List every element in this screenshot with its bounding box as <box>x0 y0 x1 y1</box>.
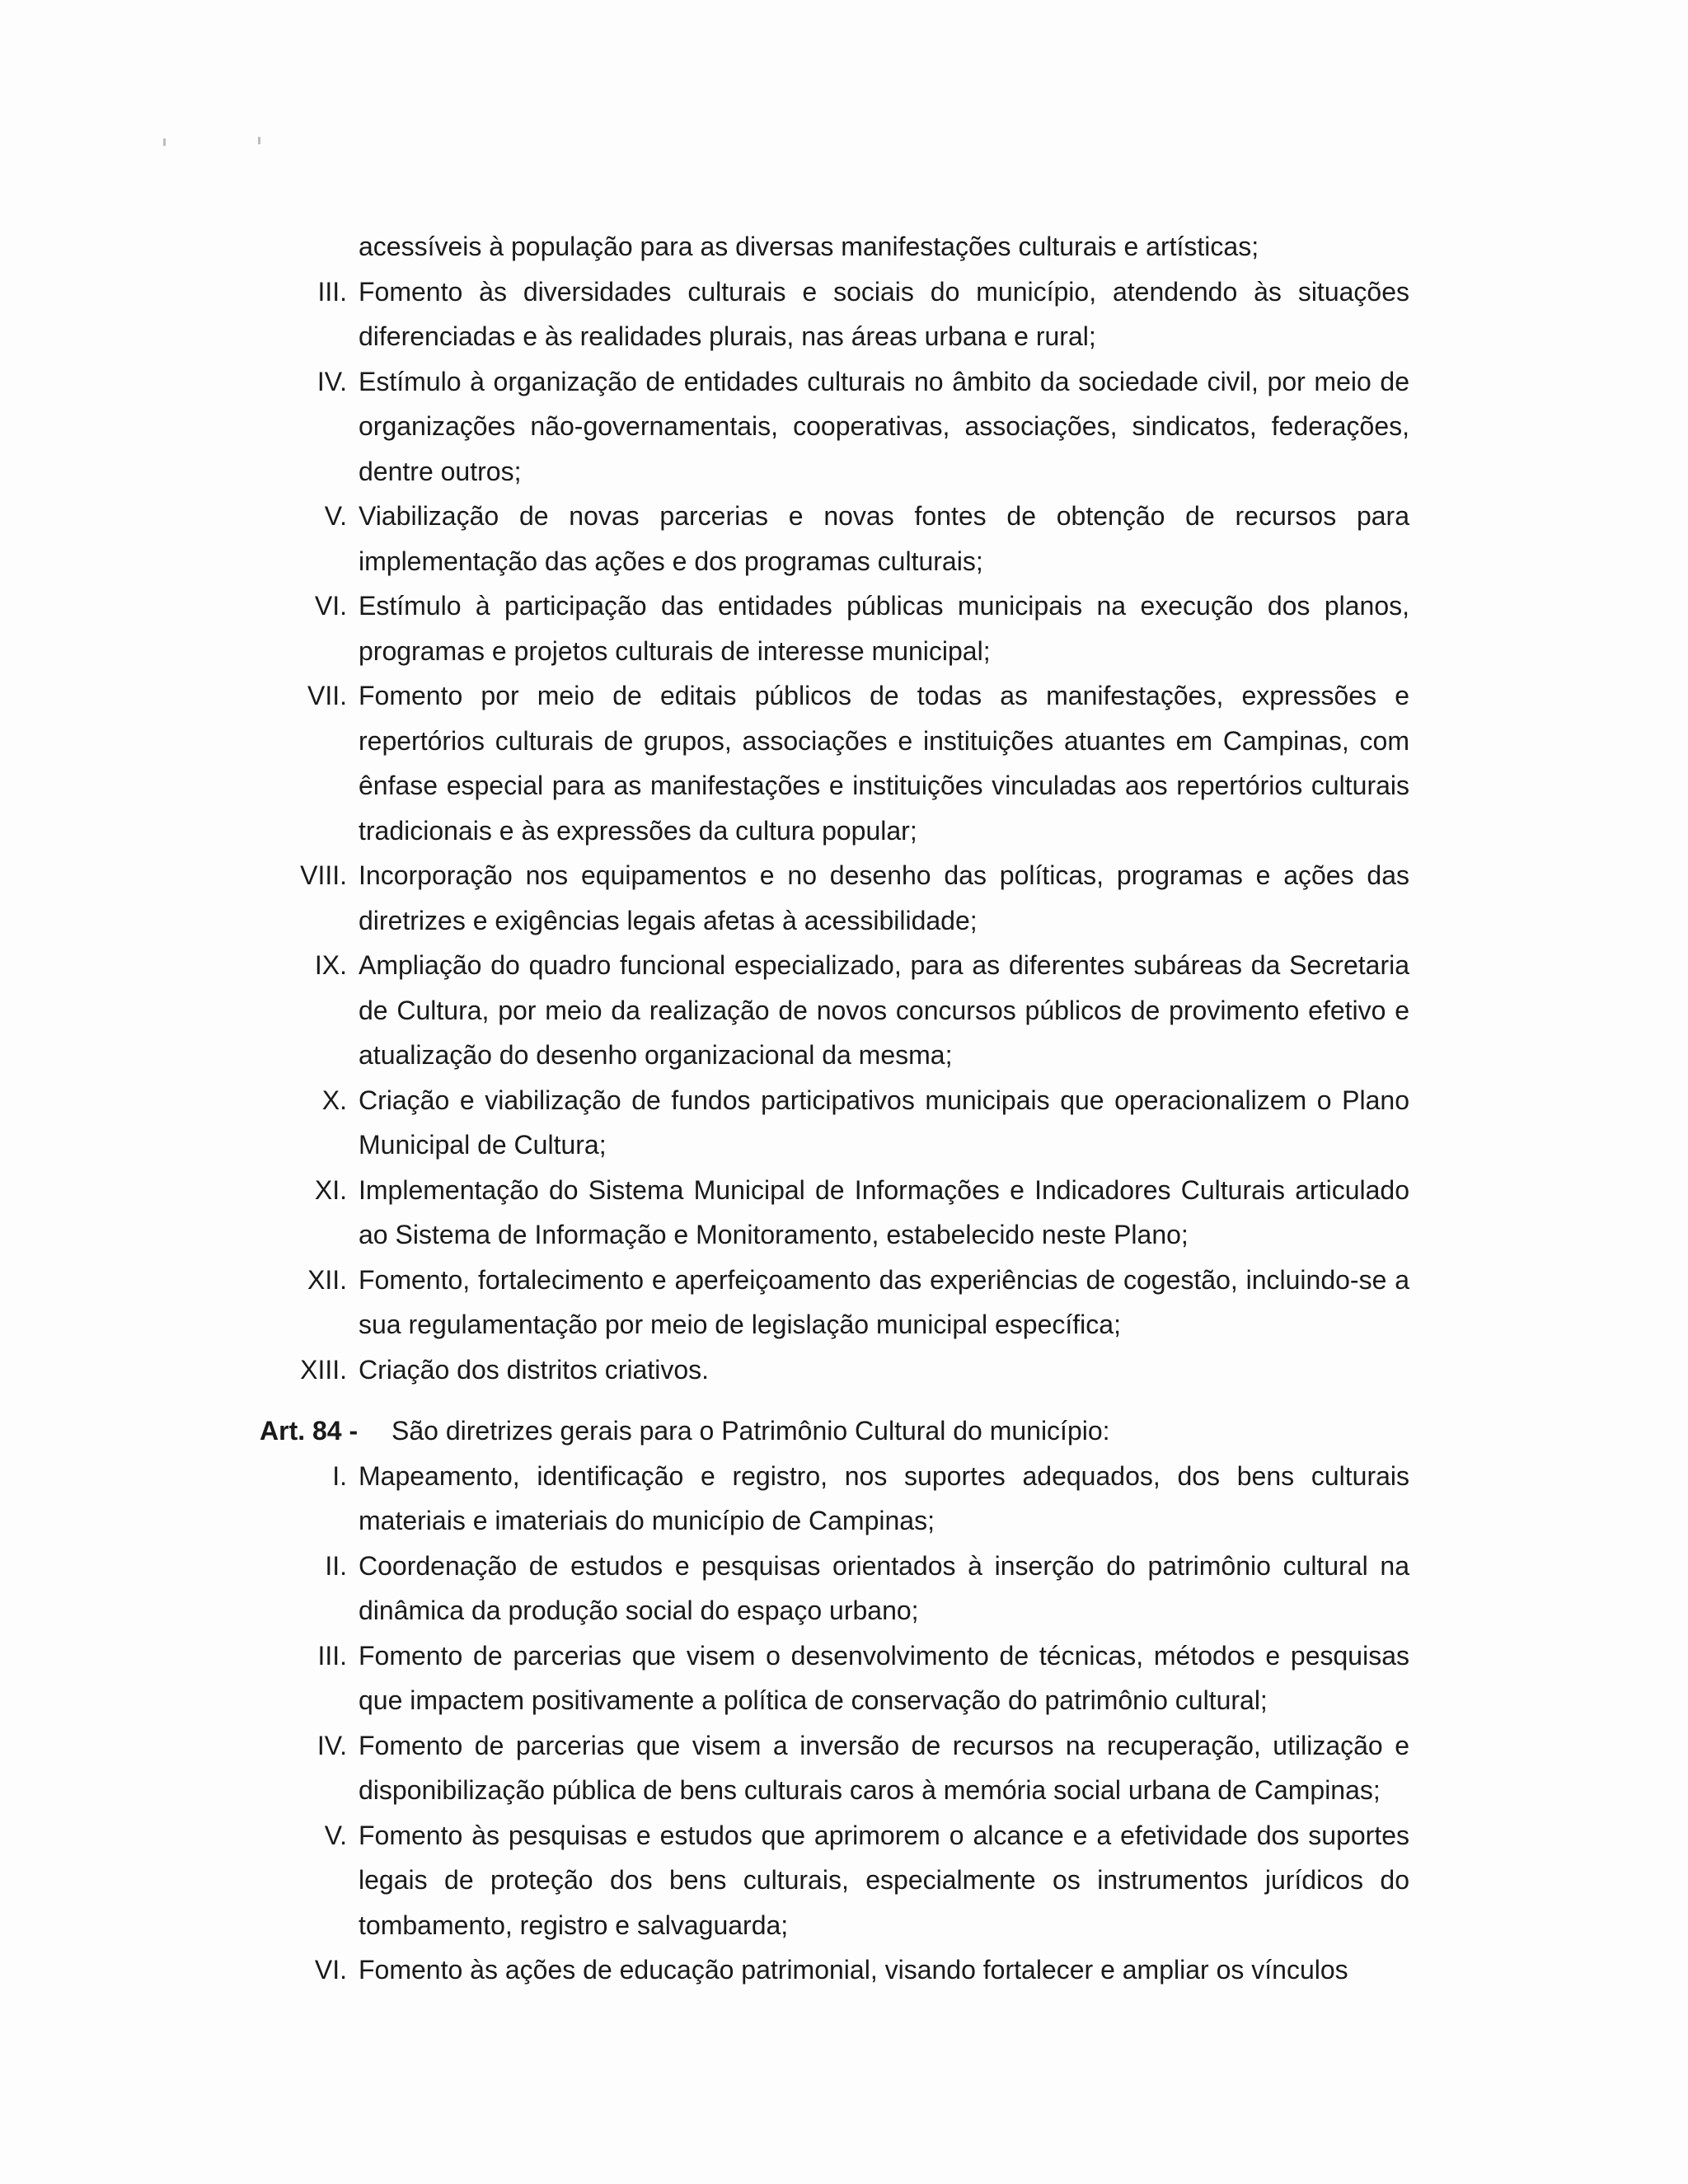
list-item <box>260 1947 1409 1993</box>
item-number: IV. <box>316 366 347 396</box>
scan-speck <box>163 138 166 146</box>
item-text: Fomento de parcerias que visem a inversão de recursos na recuperação, utilização e disponibilização pública de bens culturais caros à memória social urbana de Campinas; <box>359 1730 1409 1805</box>
item-text: Incorporação nos equipamentos e no desenho das políticas, programas e ações das diretrizes e exigências legais afetas à acessibilidade; <box>359 860 1409 935</box>
list-item <box>260 853 1409 943</box>
item-text: Mapeamento, identificação e registro, nos suportes adequados, dos bens culturais materiais e imateriais do município de Campinas; <box>359 1460 1409 1535</box>
item-number: I. <box>332 1460 347 1491</box>
item-number: XIII. <box>300 1354 347 1385</box>
item-text: Viabilização de novas parcerias e novas fontes de obtenção de recursos para implementação das ações e dos programas culturais; <box>359 501 1409 576</box>
item-number: V. <box>324 501 347 531</box>
item-text: Ampliação do quadro funcional especializado, para as diferentes subáreas da Secretaria de Cultura, por meio da realização de novos concursos públicos de provimento efetivo e atualização do desenho organizacional da mesma; <box>359 950 1409 1070</box>
list-item <box>260 673 1409 853</box>
list-item <box>260 359 1409 494</box>
item-text: Fomento de parcerias que visem o desenvolvimento de técnicas, métodos e pesquisas que impactem positivamente a política de conservação do patrimônio cultural; <box>359 1640 1409 1715</box>
list-item <box>260 269 1409 359</box>
list-item <box>260 1723 1409 1813</box>
list-item <box>260 1544 1409 1633</box>
list-item <box>260 583 1409 673</box>
list-item <box>260 1813 1409 1948</box>
list-item <box>260 1078 1409 1168</box>
item-text: Criação dos distritos criativos. <box>359 1354 710 1385</box>
list-item <box>260 943 1409 1078</box>
article-heading <box>260 1408 1409 1454</box>
item-number: V. <box>324 1820 347 1850</box>
item-text: Estímulo à participação das entidades públicas municipais na execução dos planos, programas e projetos culturais de interesse municipal; <box>359 591 1409 666</box>
item-number: IX. <box>314 950 347 980</box>
item-text: Fomento às ações de educação patrimonial, visando fortalecer e ampliar os vínculos <box>359 1955 1348 1985</box>
list-item <box>260 1633 1409 1723</box>
item-number: II. <box>325 1550 347 1581</box>
item-text: Fomento às pesquisas e estudos que aprimorem o alcance e a efetividade dos suportes legais de proteção dos bens culturais, especialmente os instrumentos jurídicos do tombamento, registro e salvaguarda; <box>359 1820 1409 1940</box>
item-number: VIII. <box>300 860 347 890</box>
item-number: XII. <box>307 1264 347 1295</box>
item-number: X. <box>321 1085 347 1115</box>
list-item <box>260 1454 1409 1544</box>
item-number: VI. <box>314 1955 347 1985</box>
item-number: XI. <box>314 1174 347 1205</box>
list-directives <box>260 269 1409 1393</box>
article-label: Art. 84 - <box>260 1416 359 1446</box>
item-text: Fomento por meio de editais públicos de todas as manifestações, expressões e repertórios culturais de grupos, associações e instituições atuantes em Campinas, com ênfase especial para as manifestações e instituições vinculadas aos repertórios culturais tradicionais e às expressões da cultura popular; <box>359 681 1409 846</box>
list-item <box>260 1168 1409 1258</box>
scan-speck <box>258 137 260 144</box>
item-text: Criação e viabilização de fundos participativos municipais que operacionalizem o Plano Municipal de Cultura; <box>359 1085 1409 1160</box>
list-item <box>260 1258 1409 1347</box>
article-text: São diretrizes gerais para o Patrimônio Cultural do município: <box>392 1416 1110 1446</box>
item-text: Coordenação de estudos e pesquisas orientados à inserção do patrimônio cultural na dinâmica da produção social do espaço urbano; <box>359 1550 1409 1625</box>
continuation-text: acessíveis à população para as diversas manifestações culturais e artísticas; <box>359 232 1259 261</box>
item-number: VI. <box>314 591 347 621</box>
list-item <box>260 494 1409 583</box>
item-number: III. <box>317 276 347 307</box>
item-number: IV. <box>316 1730 347 1760</box>
item-number: III. <box>317 1640 347 1671</box>
item-text: Implementação do Sistema Municipal de Informações e Indicadores Culturais articulado ao Sistema de Informação e Monitoramento, estabelecido neste Plano; <box>359 1174 1409 1249</box>
list-item <box>260 1347 1409 1393</box>
item-number: VII. <box>307 681 347 710</box>
item-text: Fomento, fortalecimento e aperfeiçoamento das experiências de cogestão, incluindo-se a sua regulamentação por meio de legislação municipal específica; <box>359 1264 1409 1339</box>
list-heritage-directives <box>260 1454 1409 1993</box>
item-text: Estímulo à organização de entidades culturais no âmbito da sociedade civil, por meio de organizações não-governamentais, cooperativas, associações, sindicatos, federações, dentre outros; <box>359 366 1409 486</box>
item-text: Fomento às diversidades culturais e sociais do município, atendendo às situações diferenciadas e às realidades plurais, nas áreas urbana e rural; <box>359 276 1409 351</box>
document-body <box>260 224 1409 1993</box>
